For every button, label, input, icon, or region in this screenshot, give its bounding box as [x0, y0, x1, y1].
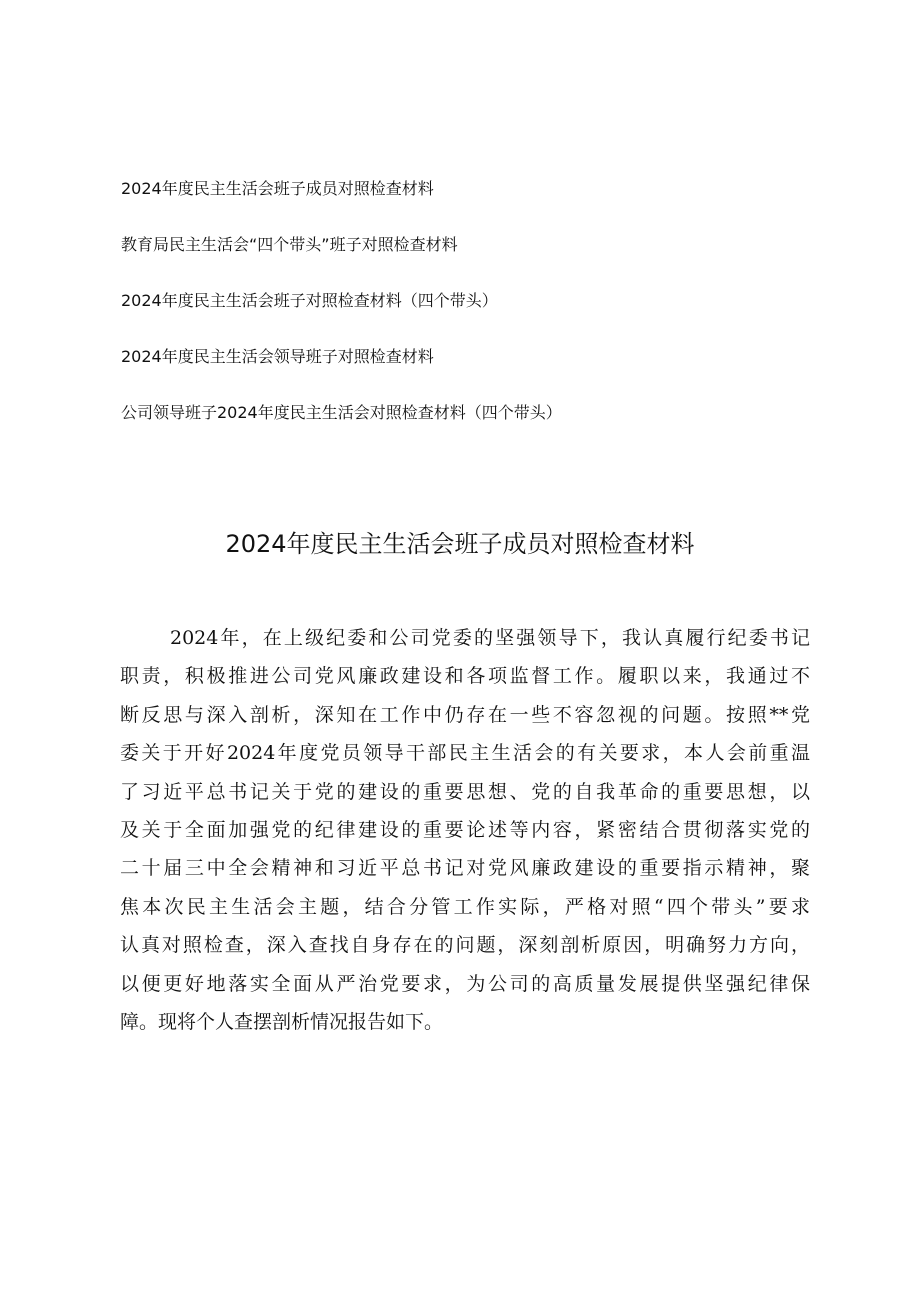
paragraph-line: 二十届三中全会精神和习近平总书记对党风廉政建设的重要指示精神，聚 — [120, 857, 810, 880]
paragraph-line: 障。现将个人查摆剖析情况报告如下。 — [120, 1010, 444, 1033]
paragraph-line: 职责，积极推进公司党风廉政建设和各项监督工作。履职以来，我通过不 — [120, 665, 810, 688]
table-of-contents — [121, 176, 821, 456]
paragraph-line: 断反思与深入剖析，深知在工作中仍存在一些不容忽视的问题。按照**党 — [120, 703, 810, 726]
paragraph-line: 认真对照检查，深入查找自身存在的问题，深刻剖析原因，明确努力方向， — [120, 934, 810, 957]
toc-item: 公司领导班子2024年度民主生活会对照检查材料（四个带头） — [121, 403, 562, 422]
toc-item: 2024年度民主生活会班子成员对照检查材料 — [121, 179, 434, 198]
paragraph-line: 焦本次民主生活会主题，结合分管工作实际，严格对照“四个带头”要求 — [120, 895, 810, 918]
paragraph-line: 了习近平总书记关于党的建设的重要思想、党的自我革命的重要思想，以 — [120, 780, 810, 803]
toc-item: 教育局民主生活会“四个带头”班子对照检查材料 — [121, 235, 458, 254]
toc-item: 2024年度民主生活会领导班子对照检查材料 — [121, 347, 434, 366]
paragraph-line: 及关于全面加强党的纪律建设的重要论述等内容，紧密结合贯彻落实党的 — [120, 818, 810, 841]
paragraph-line: 以便更好地落实全面从严治党要求，为公司的高质量发展提供坚强纪律保 — [120, 972, 810, 995]
toc-item: 2024年度民主生活会班子对照检查材料（四个带头） — [121, 291, 498, 310]
paragraph-line: 委关于开好2024年度党员领导干部民主生活会的有关要求，本人会前重温 — [120, 742, 810, 765]
document-title: 2024年度民主生活会班子成员对照检查材料 — [225, 530, 695, 558]
body-paragraph — [120, 619, 810, 1041]
paragraph-line: 2024年，在上级纪委和公司党委的坚强领导下，我认真履行纪委书记 — [170, 627, 810, 649]
